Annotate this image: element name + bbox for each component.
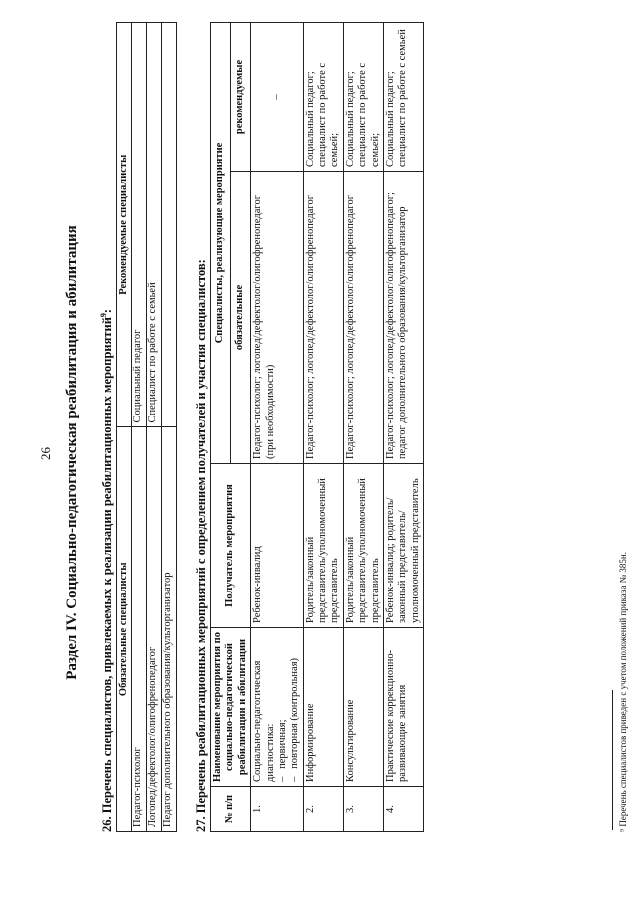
col-recipient: Получатель мероприятия	[211, 464, 251, 628]
col-num: № п/п	[211, 787, 251, 832]
required-specialists: Педагог-психолог; логопед/дефектолог/олигофренопедагог (при необходимости)	[251, 172, 304, 464]
recipient: Родитель/законный представитель/уполномоченный представитель	[343, 464, 383, 628]
table-cell: Социальный педагог	[132, 23, 147, 428]
row-num: 4.	[383, 787, 423, 832]
recommended-specialists: –	[251, 23, 304, 172]
table-cell: Логопед/дефектолог/олигофренопедагог	[147, 427, 162, 832]
table-cell	[162, 23, 177, 428]
col-recommended: рекомендуемые	[231, 23, 251, 172]
table-header-row	[211, 23, 231, 832]
section-26-heading-text: 26. Перечень специалистов, привлекаемых к реализации реабилитационных мероприятий	[100, 317, 115, 832]
col-specialists: Специалисты, реализующие мероприятие	[211, 23, 231, 464]
subitem-text: повторная (контрольная)	[289, 657, 301, 769]
col-required: обязательные	[231, 172, 251, 464]
section-27-heading: 27. Перечень реабилитационных мероприятий с определением получателей и участия специалистов:	[194, 259, 208, 832]
table-header-row	[117, 23, 132, 832]
recommended-specialists: Социальный педагог; специалист по работе с семьей;	[303, 23, 343, 172]
table-row	[132, 23, 147, 832]
row-num: 1.	[251, 787, 304, 832]
activity-name: Информирование	[303, 628, 343, 787]
footnote-separator	[612, 690, 613, 830]
table-row	[303, 23, 343, 832]
subitem: – повторная (контрольная)	[289, 657, 301, 782]
table-row	[162, 23, 177, 832]
page-number: 26	[38, 447, 53, 460]
table-cell: Педагог дополнительного образования/культорганизатор	[162, 427, 177, 832]
table-row	[147, 23, 162, 832]
section-26-heading	[99, 309, 115, 832]
required-specialists: Педагог-психолог; логопед/дефектолог/олигофренопедагог	[343, 172, 383, 464]
specialists-table	[116, 22, 177, 832]
col-recommended-specialists: Рекомендуемые специалисты	[117, 23, 132, 428]
table-cell: Педагог-психолог	[132, 427, 147, 832]
required-specialists: Педагог-психолог; логопед/дефектолог/олигофренопедагог; педагог дополнительного образования/культорганизатор	[383, 172, 423, 464]
row-num: 3.	[343, 787, 383, 832]
table-row	[251, 23, 304, 832]
footnote: ⁹ Перечень специалистов приведен с учетом положений приказа № 385н.	[618, 552, 628, 832]
required-specialists: Педагог-психолог; логопед/дефектолог/олигофренопедагог	[303, 172, 343, 464]
row-num: 2.	[303, 787, 343, 832]
recipient: Родитель/законный представитель/уполномоченный представитель	[303, 464, 343, 628]
recipient: Ребенок-инвалид	[251, 464, 304, 628]
col-required-specialists: Обязательные специалисты	[117, 427, 132, 832]
table-cell: Специалист по работе с семьей	[147, 23, 162, 428]
activities-table	[210, 22, 424, 832]
table-row	[383, 23, 423, 832]
activity-name-text: Социально-педагогическая диагностика:	[252, 660, 276, 782]
section-26-heading-end: :	[100, 308, 115, 314]
footnote-mark: 9	[99, 313, 108, 318]
recommended-specialists: Социальный педагог; специалист по работе с семьей	[383, 23, 423, 172]
table-row	[343, 23, 383, 832]
subitem-text: первичная;	[276, 719, 288, 769]
col-activity-name: Наименование мероприятия по социально-педагогической реабилитации и абилитации	[211, 628, 251, 787]
section-title: Раздел IV. Социально-педагогическая реабилитация и абилитация	[64, 225, 80, 680]
activity-name	[251, 628, 304, 787]
subitem: – первичная;	[276, 719, 288, 782]
subitem-list	[277, 632, 302, 782]
activity-name: Практические коррекционно-развивающие занятия	[383, 628, 423, 787]
recommended-specialists: Социальный педагог; специалист по работе с семьей;	[343, 23, 383, 172]
recipient: Ребенок-инвалид; родитель/законный представитель/уполномоченный представитель	[383, 464, 423, 628]
activity-name: Консультирование	[343, 628, 383, 787]
